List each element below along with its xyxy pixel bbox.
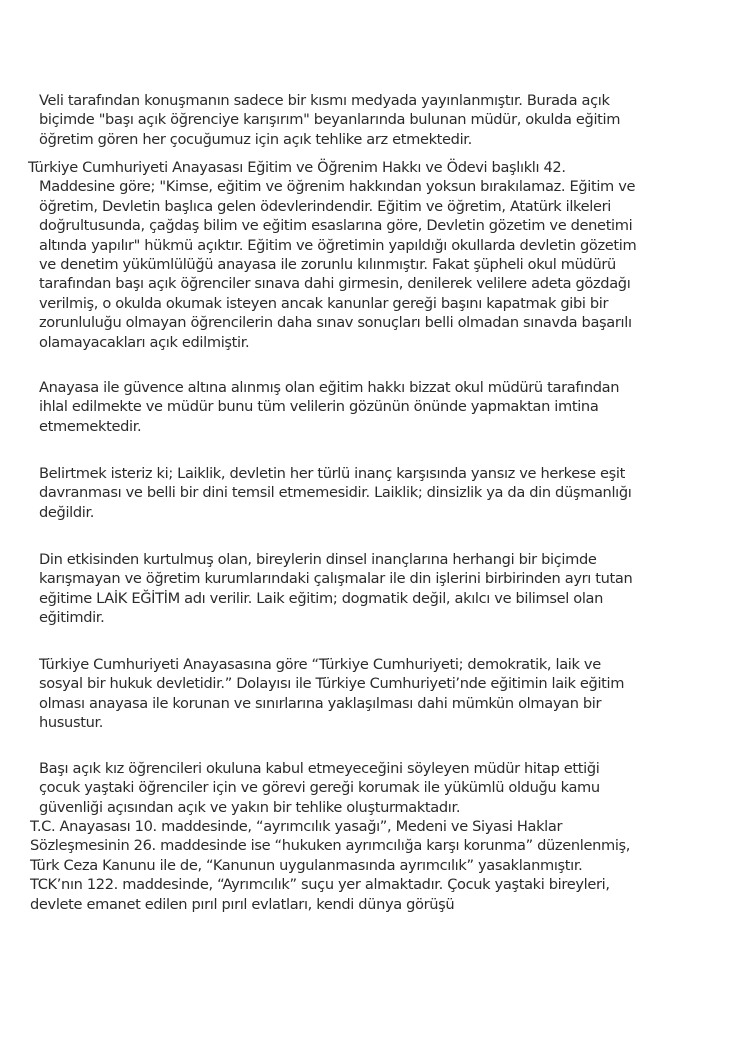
text-line: ve denetim yükümlülüğü anayasa ile zorunlu kılınmıştır. Fakat şüpheli okul müdürü xyxy=(39,255,616,273)
text-line: Türk Ceza Kanunu ile de, “Kanunun uygulanmasında ayrımcılık” yasaklanmıştır. xyxy=(30,856,583,874)
text-line: öğretim gören her çocuğumuz için açık tehlike arz etmektedir. xyxy=(39,130,472,148)
text-line: TCK’nın 122. maddesinde, “Ayrımcılık” suçu yer almaktadır. Çocuk yaştaki bireyleri, xyxy=(30,876,610,894)
text-line: biçimde "başı açık öğrenciye karışırım" beyanlarında bulunan müdür, okulda eğitim xyxy=(39,111,621,129)
text-line: tarafından başı açık öğrenciler sınava dahi girmesin, denilerek velilere adeta gözdağı xyxy=(39,275,631,293)
paragraph-constitution-article-42 xyxy=(28,158,636,352)
text-line: etmemektedir. xyxy=(39,417,142,435)
text-line: zorunluluğu olmayan öğrencilerin daha sınav sonuçları belli olmadan sınavda başarılı xyxy=(39,314,632,332)
text-line: karışmayan ve öğretim kurumlarındaki çalışmalar ile din işlerini birbirinden ayrı tutan xyxy=(39,570,633,588)
text-line: Türkiye Cumhuriyeti Anayasasına göre “Türkiye Cumhuriyeti; demokratik, laik ve xyxy=(39,656,601,673)
text-line: Başı açık kız öğrencileri okuluna kabul etmeyeceğini söyleyen müdür hitap ettiği xyxy=(39,760,600,777)
text-line: sosyal bir hukuk devletidir.” Dolayısı ile Türkiye Cumhuriyeti’nde eğitimin laik eğitim xyxy=(39,675,625,693)
paragraph-veli-statement xyxy=(39,91,620,149)
paragraph-laik-egitim xyxy=(39,550,632,628)
text-line: eğitime LAİK EĞİTİM adı verilir. Laik eğitim; dogmatik değil, akılcı ve bilimsel olan xyxy=(39,589,604,607)
text-line: husustur. xyxy=(39,714,104,732)
text-line: Anayasa ile güvence altına alınmış olan eğitim hakkı bizzat okul müdürü tarafından xyxy=(39,379,620,396)
text-line: verilmiş, o okulda okumak isteyen ancak kanunlar gereği başını kapatmak gibi bir xyxy=(39,294,609,312)
paragraph-laiklik-definition xyxy=(39,464,632,522)
text-line: devlete emanet edilen pırıl pırıl evlatları, kendi dünya görüşü xyxy=(30,895,455,913)
paragraph-constitution-secular-state xyxy=(39,655,624,733)
text-line: davranması ve belli bir dini temsil etmemesidir. Laiklik; dinsizlik ya da din düşmanlığı xyxy=(39,484,632,502)
text-line: olamayacakları açık edilmiştir. xyxy=(39,333,250,351)
text-line: Maddesine göre; "Kimse, eğitim ve öğrenim hakkından yoksun bırakılamaz. Eğitim ve xyxy=(39,178,636,196)
text-line: doğrultusunda, çağdaş bilim ve eğitim esaslarına göre, Devletin gözetim ve denetimi xyxy=(39,217,633,235)
paragraph-principal-danger xyxy=(39,759,600,817)
text-line: Din etkisinden kurtulmuş olan, bireylerin dinsel inançlarına herhangi bir biçimde xyxy=(39,551,597,568)
paragraph-discrimination-law xyxy=(30,817,630,914)
text-line: Veli tarafından konuşmanın sadece bir kısmı medyada yayınlanmıştır. Burada açık xyxy=(39,92,610,109)
text-line: değildir. xyxy=(39,503,95,521)
text-line: güvenliği açısından açık ve yakın bir tehlike oluşturmaktadır. xyxy=(39,798,461,816)
text-line: olması anayasa ile korunan ve sınırlarına yaklaşılması dahi mümkün olmayan bir xyxy=(39,694,602,712)
text-line: T.C. Anayasası 10. maddesinde, “ayrımcılık yasağı”, Medeni ve Siyasi Haklar xyxy=(30,818,563,835)
text-line: öğretim, Devletin başlıca gelen ödevlerindendir. Eğitim ve öğretim, Atatürk ilkeleri xyxy=(39,197,611,215)
text-line: Belirtmek isteriz ki; Laiklik, devletin her türlü inanç karşısında yansız ve herkese eşit xyxy=(39,465,625,482)
text-line: çocuk yaştaki öğrenciler için ve görevi gereği korumak ile yükümlü olduğu kamu xyxy=(39,779,600,797)
text-line: Sözleşmesinin 26. maddesinde ise “hukuken ayrımcılığa karşı korunma” düzenlenmiş, xyxy=(30,837,631,855)
text-line: ihlal edilmekte ve müdür bunu tüm velilerin gözünün önünde yapmaktan imtina xyxy=(39,398,599,416)
paragraph-education-right-violated xyxy=(39,378,619,436)
text-line: Türkiye Cumhuriyeti Anayasası Eğitim ve Öğrenim Hakkı ve Ödevi başlıklı 42. xyxy=(28,159,566,176)
text-line: eğitimdir. xyxy=(39,609,105,627)
text-line: altında yapılır" hükmü açıktır. Eğitim ve öğretimin yapıldığı okullarda devletin gözetim xyxy=(39,236,637,254)
